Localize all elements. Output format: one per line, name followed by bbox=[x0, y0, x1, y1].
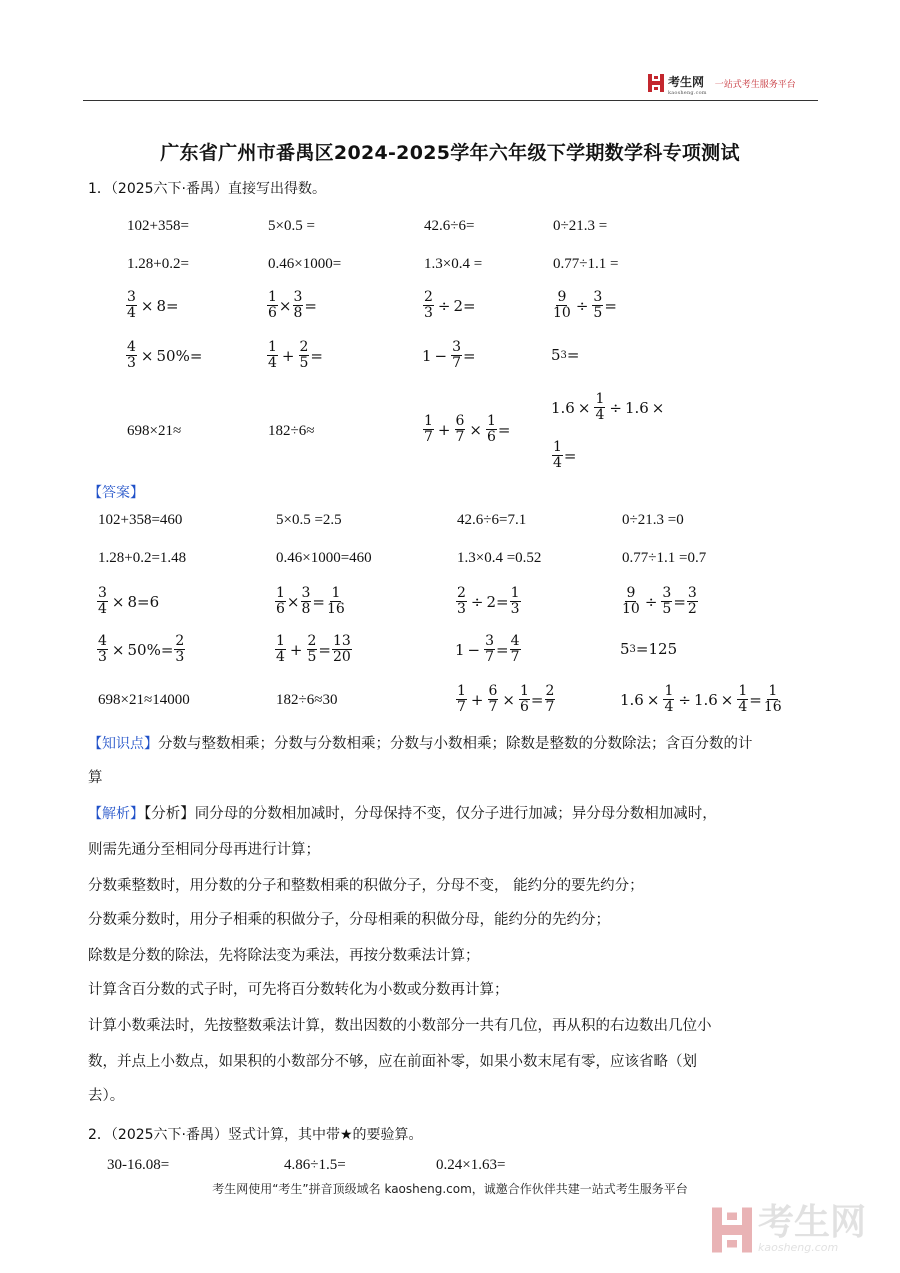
logo-domain: kaosheng.com bbox=[668, 89, 707, 96]
q2-item: 4.86÷1.5= bbox=[284, 1157, 346, 1173]
q1-item-frac: $\frac{2}{3}$ ÷ 2= bbox=[424, 289, 476, 321]
analysis-line: 去）。 bbox=[88, 1088, 125, 1104]
q1-item: 698×21≈ bbox=[127, 423, 182, 439]
q1-prompt: 1．（2025六下·番禺）直接写出得数。 bbox=[88, 181, 326, 197]
q1-item: 0.77÷1.1 = bbox=[553, 256, 619, 272]
q1-item-frac: $\frac{3}{4}$ × 8= bbox=[127, 289, 179, 321]
answer-frac: $\frac{9}{10}$ ÷ $\frac{3}{5}$ = $\frac{3}{2}$ bbox=[622, 585, 697, 617]
knowledge-line bbox=[88, 734, 813, 754]
answer-frac: $\frac{1}{4}$ + $\frac{2}{5}$ = $\frac{13}{20}$ bbox=[276, 633, 351, 665]
answer-item: 1.28+0.2=1.48 bbox=[98, 550, 187, 566]
q1-item-frac: $\frac{1}{4}$ + $\frac{2}{5}$ = bbox=[268, 339, 323, 371]
q1-item-frac: $\frac{1}{7}$ + $\frac{6}{7}$ × $\frac{1}{6}$ = bbox=[424, 413, 511, 445]
page-footer: 考生网使用“考生”拼音顶级域名 kaosheng.com，诚邀合作伙伴共建一站式考生服务平台 bbox=[212, 1182, 688, 1196]
answer-item: 42.6÷6=7.1 bbox=[457, 512, 527, 528]
watermark-name: 考生网 bbox=[758, 1202, 867, 1243]
knowledge-tag: 【知识点】 bbox=[88, 736, 158, 752]
analysis-line: 计算小数乘法时，先按整数乘法计算，数出因数的小数部分一共有几位，再从积的右边数出几位小 bbox=[88, 1018, 712, 1034]
answer-item: 182÷6≈30 bbox=[276, 692, 338, 708]
answer-frac: 1 − $\frac{3}{7}$ = $\frac{4}{7}$ bbox=[455, 633, 520, 665]
watermark-logo-icon bbox=[712, 1207, 752, 1253]
answer-item: 102+358=460 bbox=[98, 512, 183, 528]
q1-item: 1.28+0.2= bbox=[127, 256, 189, 272]
q2-prompt: 2．（2025六下·番禺）竖式计算，其中带★的要验算。 bbox=[88, 1127, 423, 1143]
page-title: 广东省广州市番禺区2024-2025学年六年级下学期数学科专项测试 bbox=[160, 142, 740, 164]
q1-item-frac: $\frac{1}{6}$ × $\frac{3}{8}$ = bbox=[268, 289, 317, 321]
watermark-domain: kaosheng.com bbox=[758, 1241, 839, 1254]
knowledge-line-2: 算 bbox=[88, 770, 103, 786]
analysis-line: 分数乘分数时，用分子相乘的积做分子，分母相乘的积做分母，能约分的先约分； bbox=[88, 912, 610, 928]
q1-item: 42.6÷6= bbox=[424, 218, 475, 234]
answer-item: 1.3×0.4 =0.52 bbox=[457, 550, 542, 566]
q1-item: 102+358= bbox=[127, 218, 189, 234]
answer-tag: 【答案】 bbox=[88, 485, 144, 501]
answer-frac: $\frac{3}{4}$ × 8=6 bbox=[98, 585, 160, 617]
answer-power-value: =125 bbox=[635, 640, 678, 658]
analysis-tag: 【解析】 bbox=[88, 806, 144, 822]
q1-item-frac: 1 − $\frac{3}{7}$ = bbox=[422, 339, 476, 371]
watermark bbox=[712, 1202, 867, 1254]
analysis-line: 则需先通分至相同分母再进行计算； bbox=[88, 842, 320, 858]
brand-logo bbox=[648, 73, 796, 96]
kaosheng-logo-icon bbox=[648, 74, 664, 92]
analysis-line: 数，并点上小数点，如果积的小数部分不够，应在前面补零，如果小数末尾有零，应该省略（划 bbox=[88, 1054, 697, 1070]
logo-name: 考生网 bbox=[668, 74, 705, 89]
answer-frac: $\frac{2}{3}$ ÷ 2= $\frac{1}{3}$ bbox=[457, 585, 520, 617]
q1-item: 5×0.5 = bbox=[268, 218, 315, 234]
analysis-line: 【解析】【分析】同分母的分数相加减时，分母保持不变，仅分子进行加减；异分母分数相加减时， bbox=[88, 806, 717, 822]
header-divider bbox=[83, 100, 818, 101]
analysis-line: 除数是分数的除法，先将除法变为乘法，再按分数乘法计算； bbox=[88, 948, 480, 964]
knowledge-text: 分数与整数相乘；分数与分数相乘；分数与小数相乘；除数是整数的分数除法；含百分数的计 bbox=[158, 736, 753, 752]
answer-item: 0÷21.3 =0 bbox=[622, 512, 684, 528]
q1-item: 0÷21.3 = bbox=[553, 218, 608, 234]
analysis-line: 计算含百分数的式子时，可先将百分数转化为小数或分数再计算； bbox=[88, 982, 509, 998]
q1-item-frac: $\frac{9}{10}$ ÷ $\frac{3}{5}$ = bbox=[553, 289, 617, 321]
answer-power: 5 3 =125 bbox=[620, 640, 678, 658]
answer-frac: $\frac{1}{6}$ × $\frac{3}{8}$ = $\frac{1}{16}$ bbox=[276, 585, 345, 617]
q1-item-frac: $\frac{4}{3}$ × 50%= bbox=[127, 339, 203, 371]
answer-frac: $\frac{1}{7}$ + $\frac{6}{7}$ × $\frac{1}{6}$ = $\frac{2}{7}$ bbox=[457, 683, 555, 715]
answer-item: 5×0.5 =2.5 bbox=[276, 512, 342, 528]
q1-item: 0.46×1000= bbox=[268, 256, 342, 272]
answer-frac: $\frac{4}{3}$ × 50%= $\frac{2}{3}$ bbox=[98, 633, 185, 665]
q1-item-frac: 1.6 × $\frac{1}{4}$ ÷ 1.6 × bbox=[551, 391, 665, 423]
q1-item-frac: $\frac{1}{4}$ = bbox=[553, 439, 577, 471]
q1-item-power: 5 3 = bbox=[551, 346, 580, 364]
answer-item: 698×21≈14000 bbox=[98, 692, 190, 708]
answer-item: 0.77÷1.1 =0.7 bbox=[622, 550, 707, 566]
q2-item: 30-16.08= bbox=[107, 1157, 170, 1173]
answer-item: 0.46×1000=460 bbox=[276, 550, 372, 566]
analysis-line: 分数乘整数时，用分数的分子和整数相乘的积做分子，分母不变， 能约分的要先约分； bbox=[88, 878, 644, 894]
q1-item: 182÷6≈ bbox=[268, 423, 315, 439]
q1-item: 1.3×0.4 = bbox=[424, 256, 483, 272]
header-slogan: 一站式考生服务平台 bbox=[714, 79, 796, 90]
q2-item: 0.24×1.63= bbox=[436, 1157, 506, 1173]
answer-frac: 1.6 × $\frac{1}{4}$ ÷ 1.6 × $\frac{1}{4}$ = $\frac{1}{16}$ bbox=[620, 683, 782, 715]
